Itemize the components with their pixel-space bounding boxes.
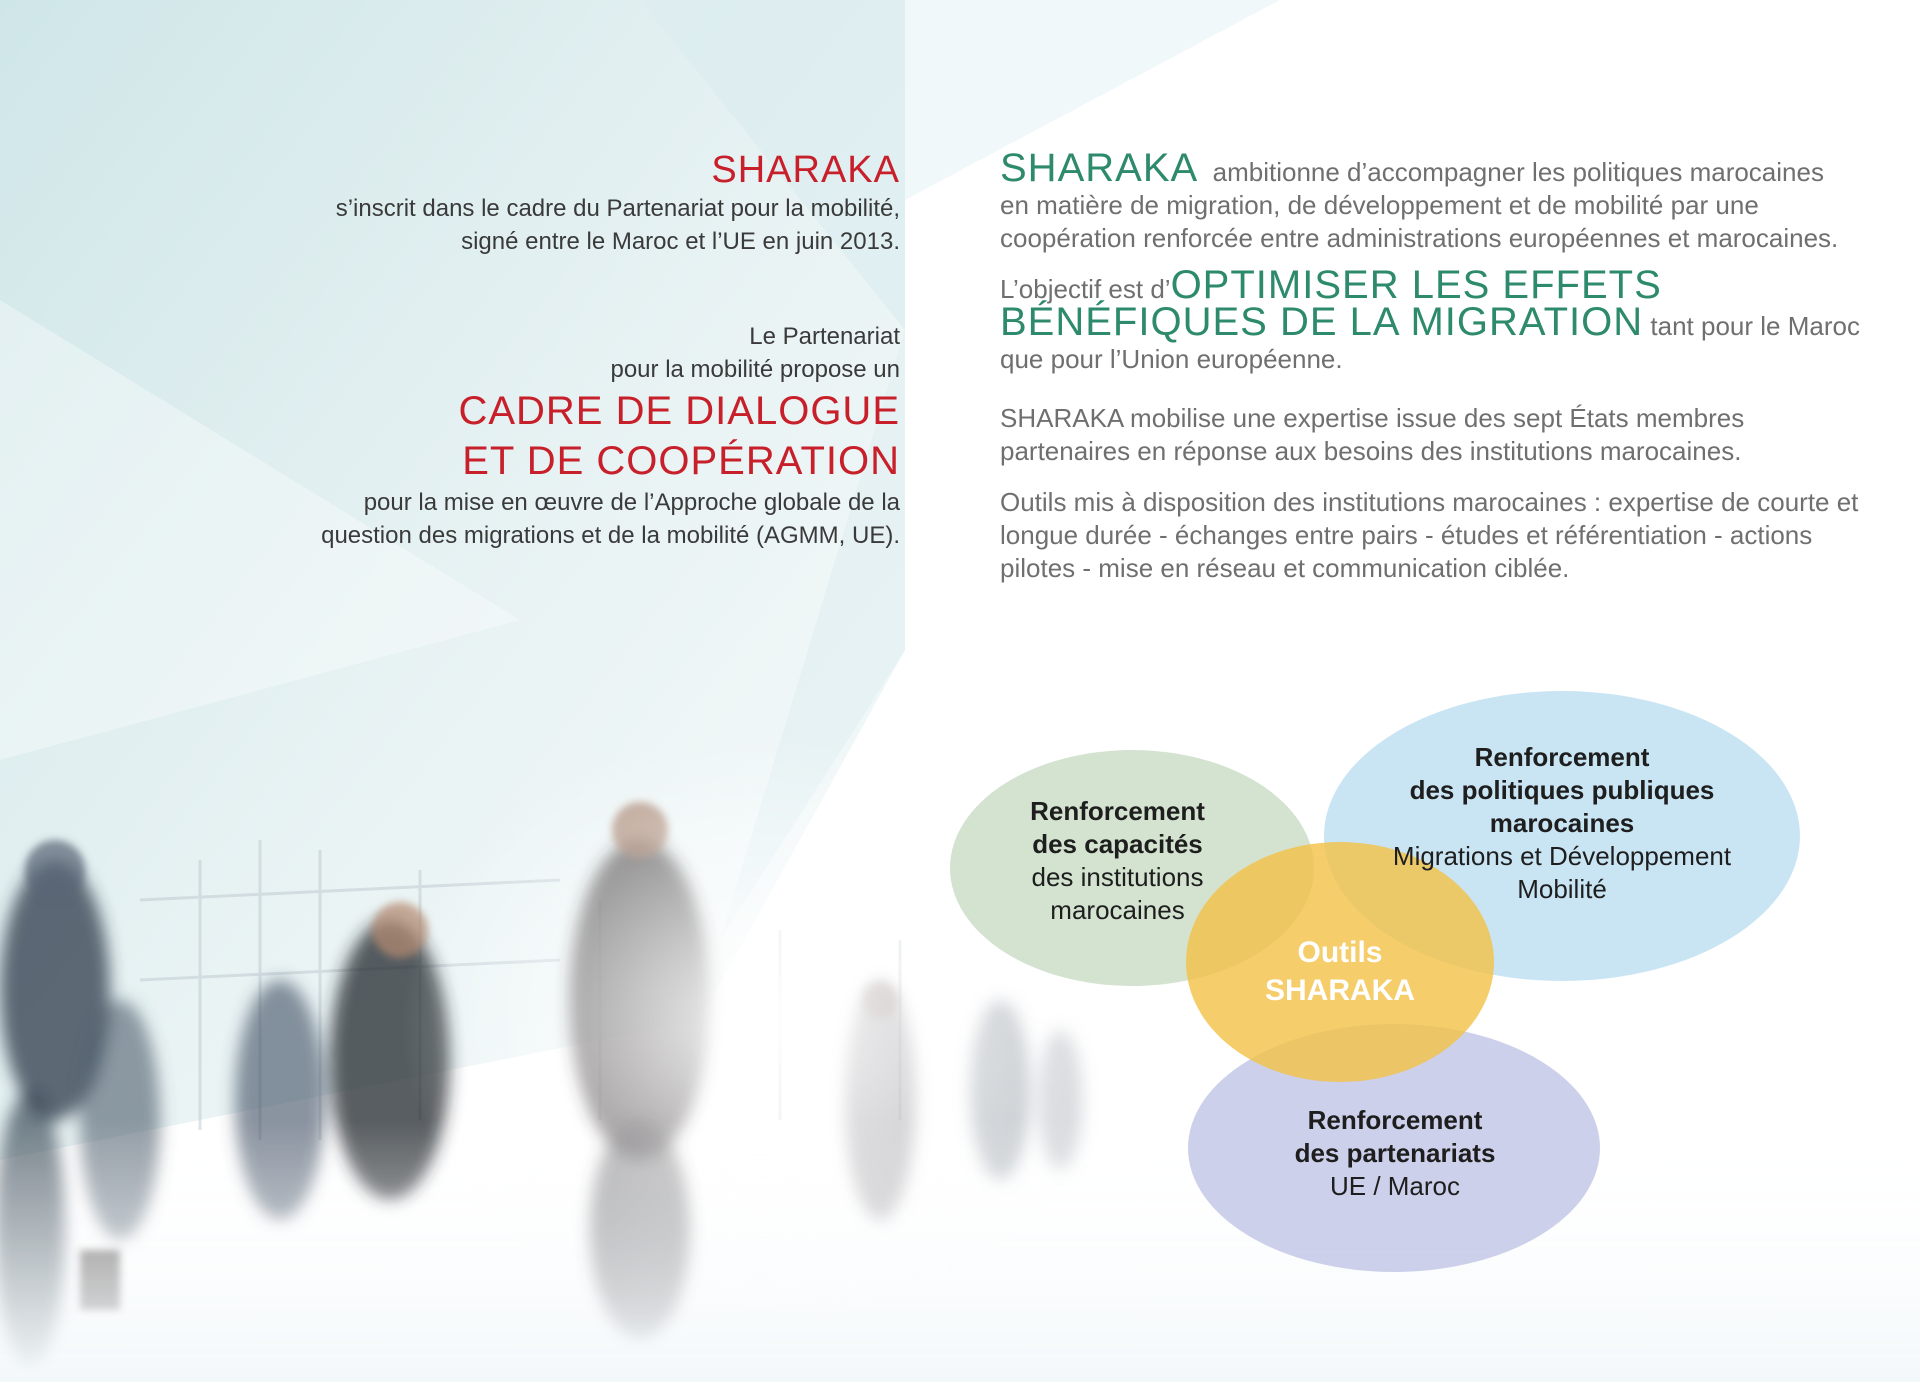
partenariats-line-3: UE / Maroc [1329, 1171, 1461, 1201]
capacites-line-4: marocaines [1050, 895, 1185, 925]
objective-highlight: OPTIMISER LES EFFETS BÉNÉFIQUES DE LA MIGRATION [1000, 263, 1662, 344]
partenariats-line-2: des partenariats [1294, 1138, 1496, 1168]
objective-prefix: L’objectif est d’ [1000, 274, 1171, 304]
intro-line-1: s’inscrit dans le cadre du Partenariat pour la mobilité, [335, 195, 900, 222]
highlight-line-1: CADRE DE DIALOGUE [458, 389, 900, 433]
politiques-line-4: Migrations et Développement [1392, 841, 1732, 871]
politiques-line-3: marocaines [1489, 808, 1635, 838]
highlight-line-2: ET DE COOPÉRATION [462, 439, 900, 483]
politiques-line-2: des politiques publiques [1409, 775, 1715, 805]
right-title: SHARAKA [1000, 146, 1199, 190]
politiques-line-5: Mobilité [1517, 874, 1607, 904]
bubble-capacites [975, 795, 1260, 927]
intro-paragraph-text: ambitionne d’accompagner les politiques marocaines en matière de migration, de développement et de mobilité par une coopération renforcée entre administrations européennes et marocaines. [1000, 157, 1839, 253]
outils-line-2: SHARAKA [1265, 974, 1415, 1007]
intro-line-2: signé entre le Maroc et l’UE en juin 2013. [461, 228, 900, 255]
tools-paragraph: Outils mis à disposition des institutions marocaines : expertise de courte et longue durée - échanges entre pairs - études et référentiation - actions pilotes - mise en réseau et communication ciblée. [1000, 487, 1859, 583]
capacites-line-1: Renforcement [1030, 796, 1205, 826]
capacites-line-2: des capacités [1032, 829, 1203, 859]
bubble-politiques [1362, 741, 1762, 906]
expertise-paragraph: SHARAKA mobilise une expertise issue des sept États membres partenaires en réponse aux besoins des institutions marocaines. [1000, 403, 1745, 466]
partenariats-line-1: Renforcement [1307, 1105, 1483, 1135]
partner-line-2: pour la mobilité propose un [610, 356, 900, 383]
bubble-partenariats [1245, 1104, 1545, 1203]
left-title: SHARAKA [711, 149, 900, 191]
closing-line-2: question des migrations et de la mobilité (AGMM, UE). [321, 522, 900, 549]
partner-line-1: Le Partenariat [749, 323, 900, 350]
closing-line-1: pour la mise en œuvre de l’Approche globale de la [363, 489, 900, 516]
objective-suffix: tant pour le Maroc que pour l’Union européenne. [1000, 311, 1860, 374]
outils-line-1: Outils [1297, 936, 1383, 969]
capacites-line-3: des institutions [1031, 862, 1204, 892]
politiques-line-1: Renforcement [1474, 742, 1650, 772]
bubble-outils [1215, 934, 1465, 1010]
